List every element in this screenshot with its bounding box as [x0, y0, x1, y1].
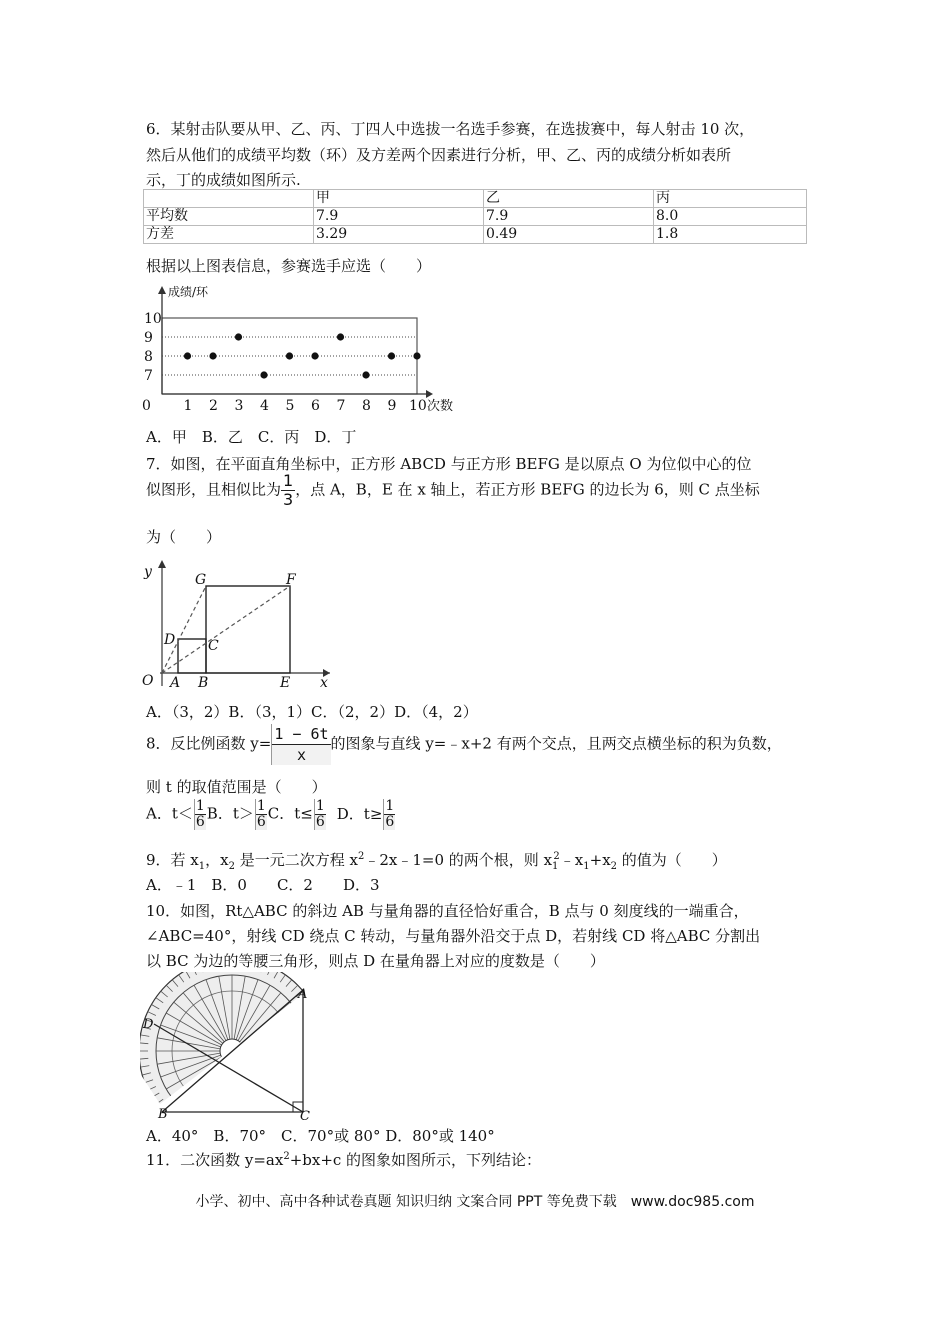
- table-row: [144, 208, 807, 226]
- label-d: D: [143, 1017, 154, 1032]
- q9-part: ﹣2x﹣1=0 的两个根，则 x: [364, 851, 553, 869]
- protractor-ray: [242, 1057, 297, 1089]
- chart-data-point: [362, 371, 369, 378]
- chart-x-tick-label: 3: [234, 398, 244, 414]
- table-cell: 1.8: [654, 226, 807, 244]
- table-header-cell: 丙: [654, 190, 807, 208]
- protractor-tick: [311, 1019, 315, 1022]
- q6-text-line3: 示，丁的成绩如图所示.: [146, 171, 301, 189]
- q9-part: 是一元二次方程 x: [235, 851, 358, 869]
- table-header-cell: 甲: [314, 190, 484, 208]
- q8-option-a: A．t＜: [146, 804, 193, 823]
- q7-ratio-denominator: 3: [283, 490, 294, 509]
- q7-ratio-fraction: [281, 472, 295, 509]
- q7-ratio-numerator: 1: [283, 471, 294, 490]
- label-x: x: [320, 675, 328, 690]
- chart-y-tick-label: 8: [144, 349, 153, 365]
- q6-question: 根据以上图表信息，参赛选手应选（ ）: [146, 257, 432, 275]
- q7-similar-squares-figure: [140, 556, 335, 690]
- chart-y-tick-label: 9: [144, 330, 153, 346]
- chart-data-point: [235, 333, 242, 340]
- q8-options: [146, 799, 396, 830]
- chart-x-arrow-icon: [426, 390, 433, 398]
- label-a: A: [170, 675, 181, 690]
- chart-data-point: [388, 352, 395, 359]
- q7-line2-post: ，点 A，B，E 在 x 轴上，若正方形 BEFG 的边长为 6，则 C 点坐标: [295, 480, 760, 499]
- subscript: 1: [583, 861, 590, 872]
- label-a: A: [298, 987, 308, 1002]
- square-abcd: [178, 639, 206, 673]
- label-e: E: [280, 675, 291, 690]
- q9-part: 9．若 x: [146, 851, 199, 869]
- q6-text-line2: 然后从他们的成绩平均数（环）及方差两个因素进行分析，甲、乙、丙的成绩分析如表所: [146, 146, 732, 164]
- q10-text-line3: 以 BC 为边的等腰三角形，则点 D 在量角器上对应的度数是（ ）: [146, 952, 605, 970]
- fraction-numerator: 1: [195, 798, 205, 814]
- fraction-numerator: 1: [385, 798, 395, 814]
- superscript: 2: [553, 851, 560, 862]
- subscript: 2: [228, 861, 235, 872]
- page-footer: 小学、初中、高中各种试卷真题 知识归纳 文案合同 PPT 等免费下载 www.doc985.com: [195, 1194, 755, 1210]
- label-y: y: [144, 564, 152, 580]
- q8-fraction-denominator: x: [296, 746, 306, 764]
- q11-part: 11．二次函数 y=ax: [146, 1151, 284, 1169]
- protractor-tick: [179, 1120, 184, 1122]
- q10-options: A．40° B．70° C．70°或 80° D．80°或 140°: [146, 1127, 495, 1145]
- label-o: O: [142, 673, 154, 689]
- q9-part: +x: [589, 851, 611, 869]
- q8-pre: 8．反比例函数 y=: [146, 734, 272, 753]
- q8-fraction-d: [383, 799, 395, 830]
- chart-x-tick-label: 6: [311, 398, 320, 414]
- chart-x-tick-label: 8: [362, 398, 371, 414]
- chart-data-point: [209, 352, 216, 359]
- chart-x-tick-label: 9: [387, 398, 397, 414]
- superscript: 2: [283, 1151, 290, 1162]
- fraction-denominator: 6: [195, 814, 205, 830]
- table-header-row: [144, 190, 807, 208]
- subscript: 1: [552, 861, 559, 872]
- fraction-denominator: 6: [385, 814, 395, 830]
- label-c: C: [300, 1109, 310, 1122]
- chart-y-axis-label: 成绩/环: [168, 285, 209, 299]
- q7-text-line1: 7．如图，在平面直角坐标中，正方形 ABCD 与正方形 BEFG 是以原点 O 为位似中心的位: [146, 455, 752, 473]
- table-cell: 7.9: [484, 208, 654, 226]
- table-row: [144, 226, 807, 244]
- protractor-ray: [236, 1062, 258, 1122]
- dashed-line-of: [162, 586, 290, 673]
- table-cell: 方差: [144, 226, 314, 244]
- table-cell: 7.9: [314, 208, 484, 226]
- protractor-tick: [280, 1120, 285, 1122]
- q8-text-line2: 则 t 的取值范围是（ ）: [146, 778, 327, 796]
- y-axis-arrow-icon: [158, 560, 166, 568]
- fraction-numerator: 1: [256, 798, 266, 814]
- q9-part: ﹣x: [559, 851, 584, 869]
- protractor-tick: [308, 1012, 315, 1016]
- table-cell: 3.29: [314, 226, 484, 244]
- label-b: B: [198, 675, 209, 690]
- label-f: F: [286, 572, 296, 588]
- protractor-ray: [219, 1063, 230, 1122]
- protractor-ray: [244, 1038, 307, 1049]
- q8-option-d: D．t≥: [336, 804, 383, 823]
- table-header-cell: 乙: [484, 190, 654, 208]
- q10-text-line1: 10．如图，Rt△ABC 的斜边 AB 与量角器的直径恰好重合，B 点与 0 刻度线的一端重合，: [146, 902, 749, 920]
- protractor-tick: [172, 1115, 178, 1122]
- q11-part: +bx+c 的图象如图所示，下列结论：: [289, 1151, 542, 1169]
- label-c: C: [208, 638, 219, 654]
- fraction-numerator: 1: [315, 798, 325, 814]
- protractor-tick: [305, 1093, 313, 1098]
- superscript: 2: [358, 851, 365, 862]
- chart-data-point: [286, 352, 293, 359]
- q7-text-line3: 为（ ）: [146, 528, 222, 546]
- q10-text-line2: ∠ABC=40°，射线 CD 绕点 C 转动，与量角器外沿交于点 D，若射线 CD 将△ABC 分割出: [146, 927, 761, 945]
- chart-y-tick-label: 10: [144, 311, 162, 327]
- q8-fraction-c: [314, 799, 326, 830]
- chart-data-point: [337, 333, 344, 340]
- square-befg: [206, 586, 290, 673]
- protractor-tick: [286, 1115, 292, 1122]
- protractor-tick: [311, 1080, 315, 1083]
- chart-x-tick-label: 4: [260, 398, 269, 414]
- label-b: B: [158, 1107, 168, 1122]
- protractor-ray: [240, 1060, 281, 1109]
- table-cell: 8.0: [654, 208, 807, 226]
- q7-text-line2: [146, 472, 760, 509]
- chart-data-point: [260, 371, 267, 378]
- q8-option-b: B．t＞: [206, 804, 254, 823]
- q9-options: A．﹣1 B．0 C．2 D．3: [146, 876, 380, 894]
- chart-y-tick-label: 7: [144, 368, 153, 384]
- table-cell: 0.49: [484, 226, 654, 244]
- label-d: D: [164, 632, 176, 648]
- q6-score-chart: [140, 282, 470, 414]
- chart-y-arrow-icon: [158, 286, 166, 294]
- q9-part: 的值为（ ）: [617, 851, 727, 869]
- protractor-tick: [313, 1073, 315, 1075]
- q8-fraction-a: [194, 799, 206, 830]
- chart-data-point: [413, 352, 420, 359]
- q8-fraction-b: [255, 799, 267, 830]
- q8-function-fraction: [271, 724, 330, 765]
- q7-line2-pre: 似图形，且相似比为: [146, 480, 282, 499]
- subscript: 1: [198, 861, 206, 872]
- chart-x-tick-label: 5: [285, 398, 295, 414]
- chart-x-tick-label: 1: [183, 398, 193, 414]
- table-header-cell: [144, 190, 314, 208]
- chart-x-axis-label: 次数: [427, 399, 454, 414]
- label-g: G: [195, 572, 207, 588]
- protractor-ray: [244, 1053, 307, 1064]
- chart-x-tick-label: 2: [209, 398, 218, 414]
- q6-text-line1: 6．某射击队要从甲、乙、丙、丁四人中选拔一名选手参赛，在选拔赛中，每人射击 10 次，: [146, 120, 755, 138]
- q8-fraction-numerator: 1 − 6t: [274, 725, 329, 743]
- q8-post: 的图象与直线 y=﹣x+2 有两个交点，且两交点横坐标的积为负数，: [330, 734, 782, 753]
- q11-text-line1: [146, 1149, 541, 1170]
- protractor-tick: [305, 1005, 313, 1010]
- q6-options: A．甲 B．乙 C．丙 D．丁: [146, 428, 357, 446]
- protractor-tick: [313, 1027, 315, 1029]
- chart-x-tick-label: 10: [409, 398, 427, 414]
- q7-options: A．（3，2）B．（3，1）C．（2，2）D．（4，2）: [146, 703, 478, 721]
- subscript: 2: [610, 861, 618, 872]
- chart-x-tick-label: 0: [142, 398, 151, 414]
- q9-text-line1: [146, 849, 727, 872]
- protractor-ray: [243, 1055, 303, 1077]
- fraction-denominator: 6: [315, 814, 325, 830]
- q8-option-c: C．t≤: [267, 804, 313, 823]
- chart-x-tick-label: 7: [336, 398, 346, 414]
- chart-data-point: [184, 352, 191, 359]
- q6-stats-table: [143, 189, 807, 244]
- dashed-line-og: [162, 586, 206, 673]
- protractor-tick: [308, 1086, 315, 1090]
- q10-protractor-figure: [140, 972, 315, 1122]
- q8-text-line1: [146, 724, 782, 765]
- q9-part: ，x: [205, 851, 229, 869]
- fraction-denominator: 6: [256, 814, 266, 830]
- chart-data-point: [311, 352, 318, 359]
- table-cell: 平均数: [144, 208, 314, 226]
